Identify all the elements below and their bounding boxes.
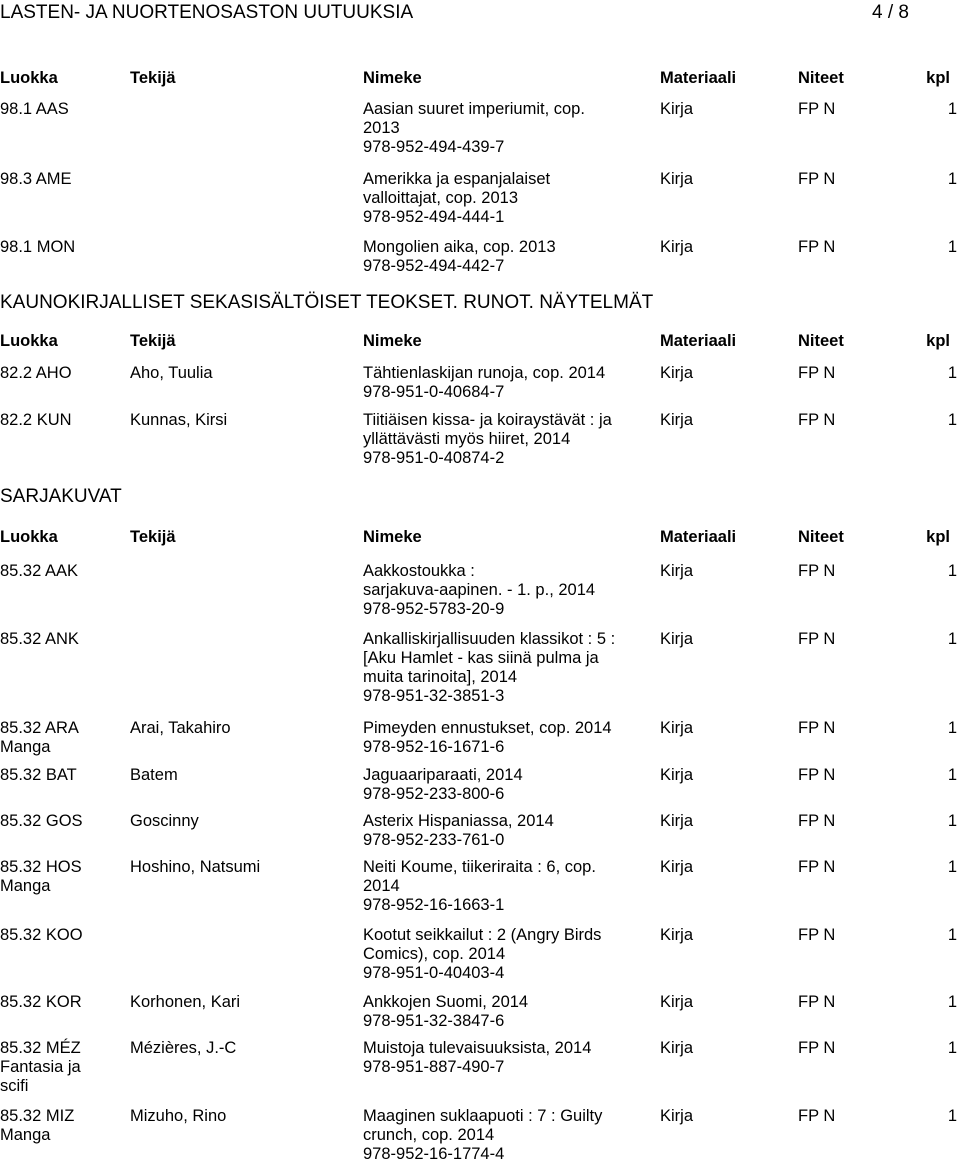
row-luokka: 85.32 KOR (0, 993, 82, 1011)
page-number: 4 / 8 (872, 2, 909, 23)
row-materiaali: Kirja (660, 562, 694, 580)
row-nimeke: Aakkostoukka : (363, 562, 475, 580)
row-materiaali: Kirja (660, 238, 694, 256)
row-luokka: 85.32 ARA (0, 719, 79, 737)
row-nimeke: 978-952-494-444-1 (363, 208, 505, 226)
row-luokka: 98.3 AME (0, 170, 72, 188)
row-luokka: 85.32 KOO (0, 926, 83, 944)
row-materiaali: Kirja (660, 812, 694, 830)
row-nimeke: sarjakuva-aapinen. - 1. p., 2014 (363, 581, 596, 599)
row-materiaali: Kirja (660, 1039, 694, 1057)
row-luokka: Fantasia ja (0, 1058, 81, 1076)
row-luokka: Manga (0, 738, 51, 756)
row-nimeke: Aasian suuret imperiumit, cop. (363, 100, 585, 118)
row-luokka: 85.32 MIZ (0, 1107, 75, 1125)
row-nimeke: Neiti Koume, tiikeriraita : 6, cop. (363, 858, 596, 876)
row-nimeke: 978-951-0-40403-4 (363, 964, 505, 982)
page-title: LASTEN- JA NUORTENOSASTON UUTUUKSIA (0, 2, 414, 23)
section-title: KAUNOKIRJALLISET SEKASISÄLTÖISET TEOKSET. RUNOT. NÄYTELMÄT (0, 292, 654, 313)
row-luokka: scifi (0, 1077, 29, 1095)
row-materiaali: Kirja (660, 993, 694, 1011)
column-header-luokka: Luokka (0, 528, 58, 546)
row-kpl: 1 (947, 1107, 957, 1125)
row-luokka: 85.32 GOS (0, 812, 83, 830)
column-header-nimeke: Nimeke (363, 69, 422, 87)
row-materiaali: Kirja (660, 100, 694, 118)
row-nimeke: Tähtienlaskijan runoja, cop. 2014 (363, 364, 606, 382)
row-materiaali: Kirja (660, 858, 694, 876)
row-tekija: Hoshino, Natsumi (130, 858, 261, 876)
row-niteet: FP N (798, 1107, 836, 1125)
row-nimeke: 978-952-494-439-7 (363, 138, 505, 156)
row-tekija: Kunnas, Kirsi (130, 411, 228, 429)
row-nimeke: Mongolien aika, cop. 2013 (363, 238, 556, 256)
row-tekija: Mézières, J.-C (130, 1039, 237, 1057)
row-nimeke: crunch, cop. 2014 (363, 1126, 495, 1144)
row-kpl: 1 (947, 993, 957, 1011)
column-header-niteet: Niteet (798, 332, 844, 350)
row-niteet: FP N (798, 1039, 836, 1057)
row-luokka: 98.1 AAS (0, 100, 69, 118)
row-niteet: FP N (798, 170, 836, 188)
column-header-tekija: Tekijä (130, 332, 176, 350)
row-nimeke: 978-952-233-761-0 (363, 831, 505, 849)
row-luokka: 85.32 AAK (0, 562, 78, 580)
row-nimeke: 978-952-16-1671-6 (363, 738, 505, 756)
column-header-kpl: kpl (926, 332, 950, 350)
row-niteet: FP N (798, 411, 836, 429)
row-tekija: Goscinny (130, 812, 199, 830)
row-luokka: 85.32 HOS (0, 858, 82, 876)
row-nimeke: muita tarinoita], 2014 (363, 668, 518, 686)
row-nimeke: Asterix Hispaniassa, 2014 (363, 812, 554, 830)
row-niteet: FP N (798, 630, 836, 648)
row-kpl: 1 (947, 926, 957, 944)
row-kpl: 1 (947, 562, 957, 580)
row-tekija: Arai, Takahiro (130, 719, 231, 737)
row-luokka: 85.32 MÉZ (0, 1039, 81, 1057)
column-header-luokka: Luokka (0, 69, 58, 87)
row-kpl: 1 (947, 170, 957, 188)
row-nimeke: 978-952-16-1774-4 (363, 1145, 505, 1163)
row-niteet: FP N (798, 100, 836, 118)
row-niteet: FP N (798, 858, 836, 876)
row-kpl: 1 (947, 630, 957, 648)
row-nimeke: [Aku Hamlet - kas siinä pulma ja (363, 649, 599, 667)
row-materiaali: Kirja (660, 766, 694, 784)
row-nimeke: Ankkojen Suomi, 2014 (363, 993, 529, 1011)
row-luokka: Manga (0, 877, 51, 895)
column-header-niteet: Niteet (798, 69, 844, 87)
column-header-nimeke: Nimeke (363, 332, 422, 350)
column-header-materiaali: Materiaali (660, 332, 737, 350)
column-header-tekija: Tekijä (130, 528, 176, 546)
row-luokka: 82.2 AHO (0, 364, 72, 382)
column-header-luokka: Luokka (0, 332, 58, 350)
row-materiaali: Kirja (660, 719, 694, 737)
row-niteet: FP N (798, 719, 836, 737)
row-nimeke: 978-951-0-40874-2 (363, 449, 505, 467)
row-nimeke: 978-952-5783-20-9 (363, 600, 505, 618)
row-nimeke: 978-952-16-1663-1 (363, 896, 505, 914)
row-kpl: 1 (947, 719, 957, 737)
row-nimeke: Pimeyden ennustukset, cop. 2014 (363, 719, 612, 737)
column-header-nimeke: Nimeke (363, 528, 422, 546)
column-header-materiaali: Materiaali (660, 69, 737, 87)
row-niteet: FP N (798, 812, 836, 830)
row-kpl: 1 (947, 411, 957, 429)
row-tekija: Korhonen, Kari (130, 993, 241, 1011)
row-nimeke: Ankalliskirjallisuuden klassikot : 5 : (363, 630, 616, 648)
row-materiaali: Kirja (660, 170, 694, 188)
row-kpl: 1 (947, 1039, 957, 1057)
row-nimeke: Jaguaariparaati, 2014 (363, 766, 523, 784)
row-materiaali: Kirja (660, 1107, 694, 1125)
row-nimeke: Comics), cop. 2014 (363, 945, 506, 963)
column-header-niteet: Niteet (798, 528, 844, 546)
row-nimeke: Maaginen suklaapuoti : 7 : Guilty (363, 1107, 603, 1125)
section-title: SARJAKUVAT (0, 486, 122, 507)
row-niteet: FP N (798, 993, 836, 1011)
row-kpl: 1 (947, 364, 957, 382)
row-luokka: 85.32 ANK (0, 630, 79, 648)
row-materiaali: Kirja (660, 630, 694, 648)
row-nimeke: 2014 (363, 877, 400, 895)
column-header-materiaali: Materiaali (660, 528, 737, 546)
column-header-tekija: Tekijä (130, 69, 176, 87)
row-nimeke: 978-951-887-490-7 (363, 1058, 505, 1076)
row-nimeke: Amerikka ja espanjalaiset (363, 170, 551, 188)
row-nimeke: Kootut seikkailut : 2 (Angry Birds (363, 926, 602, 944)
row-kpl: 1 (947, 766, 957, 784)
row-nimeke: 978-951-32-3851-3 (363, 687, 505, 705)
row-niteet: FP N (798, 238, 836, 256)
row-nimeke: Tiitiäisen kissa- ja koiraystävät : ja (363, 411, 612, 429)
row-niteet: FP N (798, 562, 836, 580)
row-nimeke: 978-952-233-800-6 (363, 785, 505, 803)
row-materiaali: Kirja (660, 364, 694, 382)
row-kpl: 1 (947, 858, 957, 876)
row-materiaali: Kirja (660, 411, 694, 429)
row-tekija: Mizuho, Rino (130, 1107, 227, 1125)
row-materiaali: Kirja (660, 926, 694, 944)
row-kpl: 1 (947, 238, 957, 256)
row-nimeke: 2013 (363, 119, 400, 137)
column-header-kpl: kpl (926, 69, 950, 87)
row-luokka: 82.2 KUN (0, 411, 72, 429)
row-kpl: 1 (947, 100, 957, 118)
row-tekija: Batem (130, 766, 178, 784)
row-nimeke: 978-951-32-3847-6 (363, 1012, 505, 1030)
column-header-kpl: kpl (926, 528, 950, 546)
row-nimeke: 978-952-494-442-7 (363, 257, 505, 275)
row-kpl: 1 (947, 812, 957, 830)
row-niteet: FP N (798, 364, 836, 382)
row-luokka: Manga (0, 1126, 51, 1144)
row-nimeke: valloittajat, cop. 2013 (363, 189, 519, 207)
row-luokka: 85.32 BAT (0, 766, 77, 784)
row-nimeke: 978-951-0-40684-7 (363, 383, 505, 401)
row-tekija: Aho, Tuulia (130, 364, 213, 382)
row-nimeke: yllättävästi myös hiiret, 2014 (363, 430, 571, 448)
row-luokka: 98.1 MON (0, 238, 76, 256)
row-nimeke: Muistoja tulevaisuuksista, 2014 (363, 1039, 592, 1057)
row-niteet: FP N (798, 766, 836, 784)
row-niteet: FP N (798, 926, 836, 944)
